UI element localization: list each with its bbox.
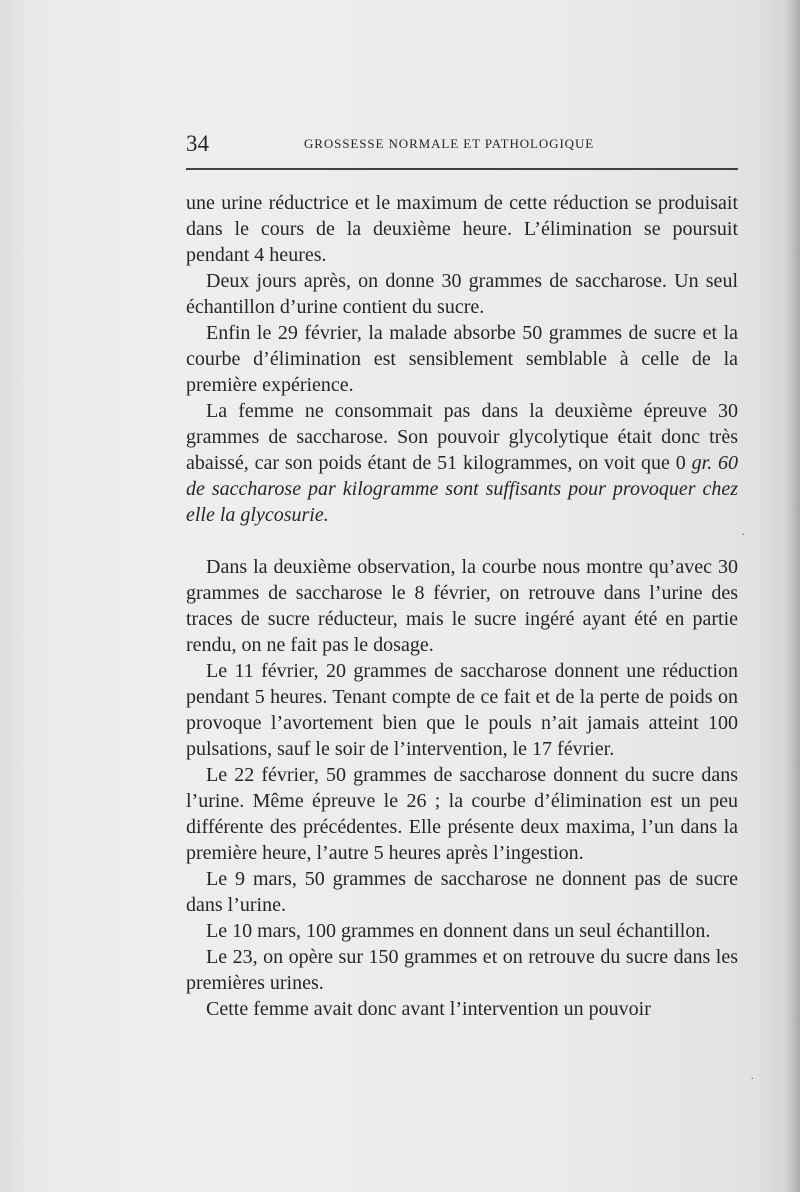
header-rule	[186, 168, 738, 170]
page-number: 34	[186, 131, 209, 156]
print-speck: .	[742, 527, 745, 538]
page-header	[186, 131, 738, 161]
paragraph-2: Deux jours après, on donne 30 grammes de saccharose. Un seul échantillon d’urine contient du sucre.	[186, 270, 738, 318]
paragraph-4	[186, 398, 738, 528]
paragraph-6: Le 11 février, 20 grammes de saccharose donnent une réduction pendant 5 heures. Tenant compte de ce fait et de la perte de poids on provoque l’avortement bien que le pouls n’ait jamais atteint 100 pulsations, sauf le soir de l’intervention, le 17 février.	[186, 660, 738, 760]
paragraph-1: une urine réductrice et le maximum de cette réduction se produisait dans le cours de la deuxième heure. L’élimination se poursuit pendant 4 heures.	[186, 192, 738, 266]
body-text	[186, 190, 738, 1022]
paragraph-10: Le 23, on opère sur 150 grammes et on retrouve du sucre dans les premières urines.	[186, 946, 738, 994]
paragraph-5: Dans la deuxième observation, la courbe nous montre qu’avec 30 grammes de saccharose le 8 février, on retrouve dans l’urine des traces de sucre réducteur, mais le sucre ingéré ayant été en partie rendu, on ne fait pas le dosage.	[186, 556, 738, 656]
paragraph-3: Enfin le 29 février, la malade absorbe 50 grammes de sucre et la courbe d’élimination est sensiblement semblable à celle de la première expérience.	[186, 322, 738, 396]
print-speck: .	[751, 1071, 754, 1082]
paragraph-4-italic: gr. 60 de saccharose par kilogramme sont suffisants pour provoquer chez elle la glycosurie.	[186, 452, 738, 526]
paragraph-9: Le 10 mars, 100 grammes en donnent dans un seul échantillon.	[206, 920, 711, 942]
paragraph-7: Le 22 février, 50 grammes de saccharose donnent du sucre dans l’urine. Même épreuve le 26 ; la courbe d’élimination est un peu différente des précédentes. Elle présente deux maxima, l’un dans la première heure, l’autre 5 heures après l’ingestion.	[186, 764, 738, 864]
paragraph-11: Cette femme avait donc avant l’intervention un pouvoir	[206, 998, 651, 1020]
paragraph-8: Le 9 mars, 50 grammes de saccharose ne donnent pas de sucre dans l’urine.	[186, 868, 738, 916]
running-head: GROSSESSE NORMALE ET PATHOLOGIQUE	[304, 136, 595, 151]
paragraph-4-regular: La femme ne consommait pas dans la deuxième épreuve 30 grammes de saccharose. Son pouvoir glycolytique était donc très abaissé, car son poids étant de 51 kilogrammes, on voit que 0	[186, 400, 738, 474]
